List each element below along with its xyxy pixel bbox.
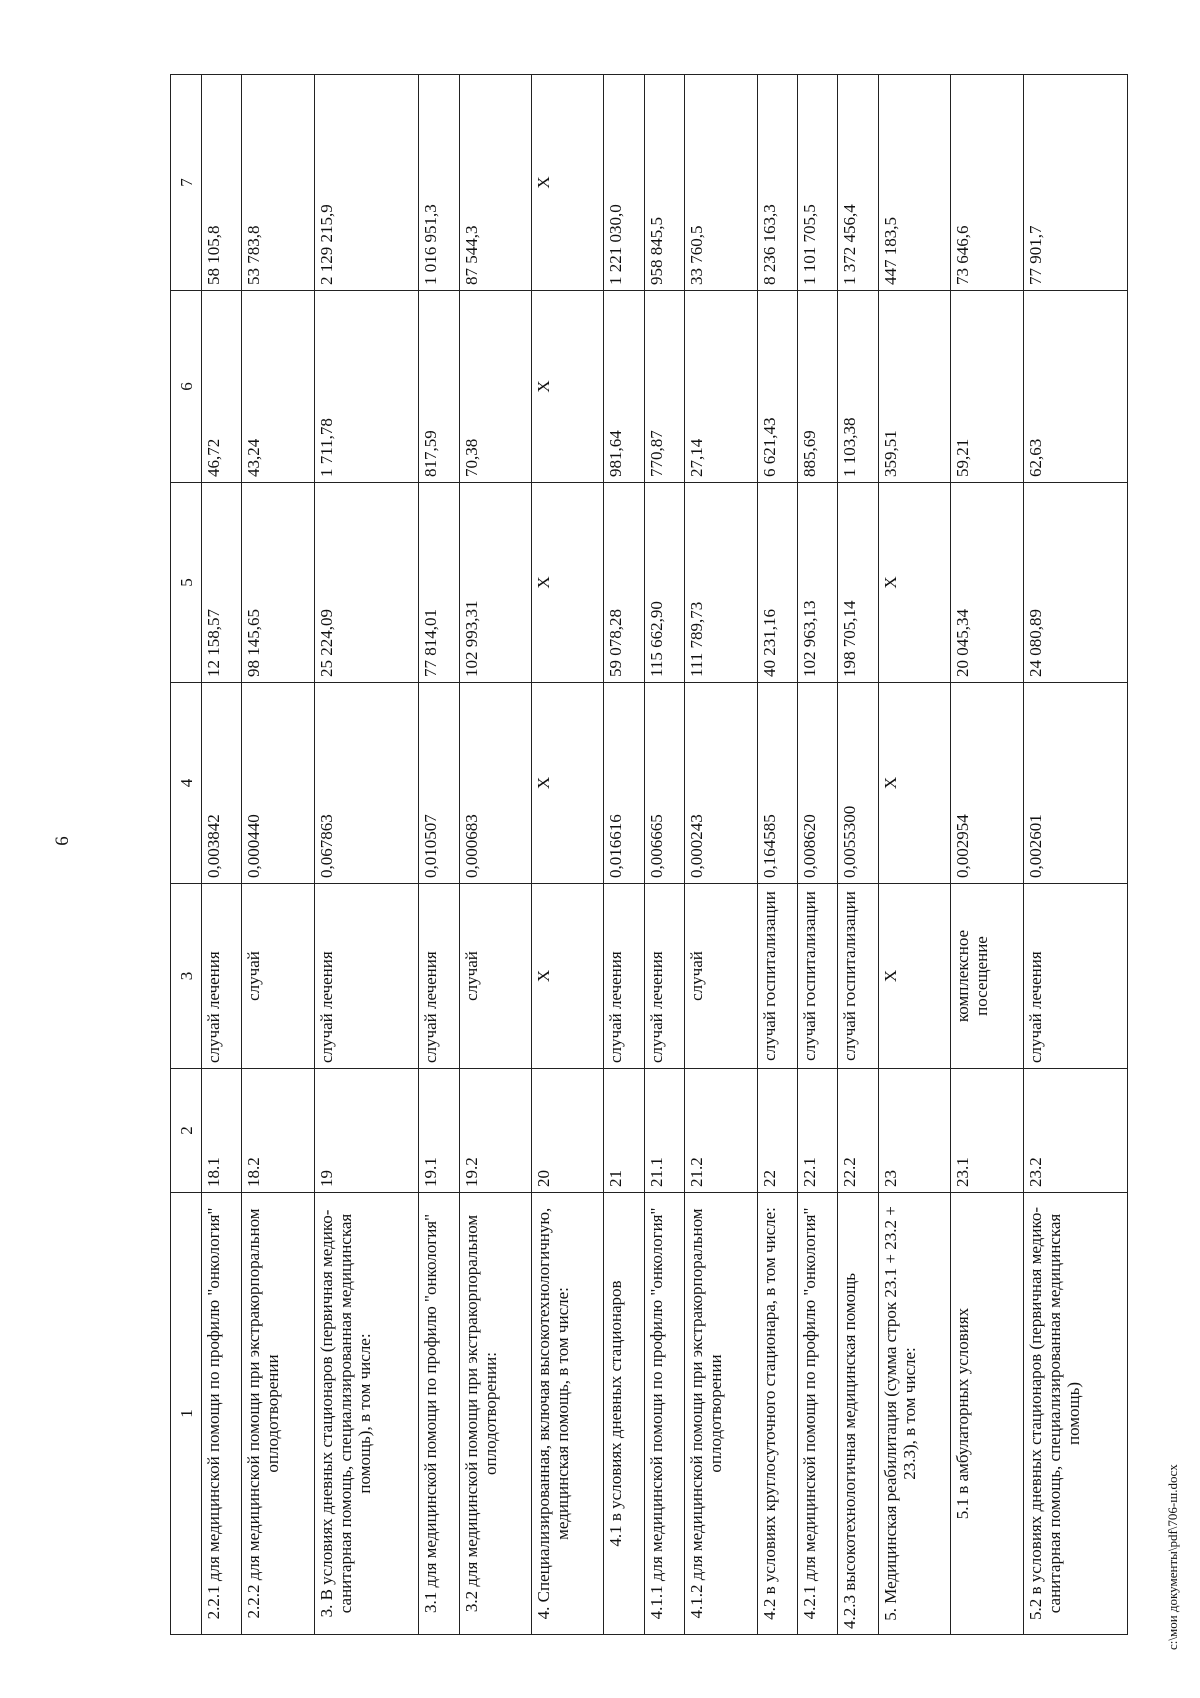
row-value-6: 6 621,43 xyxy=(757,291,797,483)
row-value-6: 1 711,78 xyxy=(314,291,418,483)
row-value-4: Х xyxy=(878,683,950,884)
row-code: 19 xyxy=(314,1069,418,1193)
row-code: 23 xyxy=(878,1069,950,1193)
row-value-5: 102 993,31 xyxy=(459,483,531,683)
row-unit: случай xyxy=(685,884,757,1069)
row-description: 3.2 для медицинской помощи при экстракорпоральном оплодотворении: xyxy=(459,1193,531,1635)
table-row xyxy=(1023,75,1127,1635)
row-value-7: 77 901,7 xyxy=(1023,75,1127,291)
row-value-7: 958 845,5 xyxy=(644,75,684,291)
row-value-5: Х xyxy=(878,483,950,683)
row-code: 21.2 xyxy=(685,1069,757,1193)
row-value-6: 359,51 xyxy=(878,291,950,483)
row-unit: случай лечения xyxy=(314,884,418,1069)
row-value-7: 33 760,5 xyxy=(685,75,757,291)
row-value-6: 59,21 xyxy=(951,291,1023,483)
row-value-5: 20 045,34 xyxy=(951,483,1023,683)
row-value-7: 87 544,3 xyxy=(459,75,531,291)
data-table xyxy=(170,74,1128,1635)
row-value-4: 0,002954 xyxy=(951,683,1023,884)
row-description: 2.2.2 для медицинской помощи при экстракорпоральном оплодотворении xyxy=(242,1193,314,1635)
row-code: 22 xyxy=(757,1069,797,1193)
row-description: 3. В условиях дневных стационаров (первичная медико-санитарная помощь, специализированная медицинская помощь), в том числе: xyxy=(314,1193,418,1635)
row-code: 19.2 xyxy=(459,1069,531,1193)
row-unit: комплексное посещение xyxy=(951,884,1023,1069)
row-value-5: 77 814,01 xyxy=(419,483,459,683)
row-value-5: 25 224,09 xyxy=(314,483,418,683)
row-description: 5. Медицинская реабилитация (сумма строк 23.1 + 23.2 + 23.3), в том числе: xyxy=(878,1193,950,1635)
column-number: 3 xyxy=(171,884,202,1069)
footer-file-path: c:\мои документы\pdf\706-ш.docx xyxy=(1165,1464,1180,1650)
row-value-6: 1 103,38 xyxy=(838,291,878,483)
row-unit: случай лечения xyxy=(202,884,242,1069)
column-number-row xyxy=(171,75,202,1635)
table-row xyxy=(202,75,242,1635)
column-number: 4 xyxy=(171,683,202,884)
table-row xyxy=(878,75,950,1635)
row-value-5: 115 662,90 xyxy=(644,483,684,683)
table-row xyxy=(604,75,644,1635)
row-unit: случай госпитализации xyxy=(838,884,878,1069)
row-code: 23.2 xyxy=(1023,1069,1127,1193)
row-code: 21 xyxy=(604,1069,644,1193)
row-description: 4.2.3 высокотехнологичная медицинская помощь xyxy=(838,1193,878,1635)
table-row xyxy=(685,75,757,1635)
row-unit: случай xyxy=(242,884,314,1069)
table-row xyxy=(242,75,314,1635)
row-code: 19.1 xyxy=(419,1069,459,1193)
row-value-6: 46,72 xyxy=(202,291,242,483)
row-code: 22.2 xyxy=(838,1069,878,1193)
row-value-5: 198 705,14 xyxy=(838,483,878,683)
row-unit: Х xyxy=(878,884,950,1069)
row-value-7: 53 783,8 xyxy=(242,75,314,291)
table-row xyxy=(644,75,684,1635)
table-row xyxy=(797,75,837,1635)
row-value-7: 1 221 030,0 xyxy=(604,75,644,291)
row-unit: случай лечения xyxy=(644,884,684,1069)
row-value-4: 0,008620 xyxy=(797,683,837,884)
column-number: 1 xyxy=(171,1193,202,1635)
row-value-7: 1 101 705,5 xyxy=(797,75,837,291)
row-value-6: 27,14 xyxy=(685,291,757,483)
column-number: 7 xyxy=(171,75,202,291)
row-value-4: 0,010507 xyxy=(419,683,459,884)
row-code: 18.1 xyxy=(202,1069,242,1193)
row-description: 4.1 в условиях дневных стационаров xyxy=(604,1193,644,1635)
row-value-5: Х xyxy=(531,483,603,683)
row-value-7: 73 646,6 xyxy=(951,75,1023,291)
row-value-4: Х xyxy=(531,683,603,884)
row-value-4: 0,000683 xyxy=(459,683,531,884)
row-description: 4. Специализированная, включая высокотехнологичную, медицинская помощь, в том числе: xyxy=(531,1193,603,1635)
row-value-5: 102 963,13 xyxy=(797,483,837,683)
row-value-4: 0,164585 xyxy=(757,683,797,884)
table-row xyxy=(419,75,459,1635)
row-value-7: 8 236 163,3 xyxy=(757,75,797,291)
row-value-6: 43,24 xyxy=(242,291,314,483)
row-value-5: 12 158,57 xyxy=(202,483,242,683)
row-code: 18.2 xyxy=(242,1069,314,1193)
row-unit: случай xyxy=(459,884,531,1069)
row-unit: случай лечения xyxy=(1023,884,1127,1069)
row-value-6: 70,38 xyxy=(459,291,531,483)
row-value-6: 885,69 xyxy=(797,291,837,483)
page-number: 6 xyxy=(51,836,73,846)
row-value-7: 2 129 215,9 xyxy=(314,75,418,291)
data-table-container xyxy=(170,75,1128,1635)
row-value-4: 0,006665 xyxy=(644,683,684,884)
row-code: 20 xyxy=(531,1069,603,1193)
row-value-4: 0,067863 xyxy=(314,683,418,884)
row-value-4: 0,016616 xyxy=(604,683,644,884)
row-value-5: 40 231,16 xyxy=(757,483,797,683)
row-value-7: 58 105,8 xyxy=(202,75,242,291)
row-description: 4.2.1 для медицинской помощи по профилю "онкология" xyxy=(797,1193,837,1635)
row-value-7: 447 183,5 xyxy=(878,75,950,291)
table-row xyxy=(531,75,603,1635)
row-unit: случай лечения xyxy=(419,884,459,1069)
row-value-6: 981,64 xyxy=(604,291,644,483)
row-value-4: 0,003842 xyxy=(202,683,242,884)
table-row xyxy=(951,75,1023,1635)
row-code: 22.1 xyxy=(797,1069,837,1193)
column-number: 2 xyxy=(171,1069,202,1193)
row-unit: случай госпитализации xyxy=(757,884,797,1069)
column-number: 5 xyxy=(171,483,202,683)
row-value-6: 817,59 xyxy=(419,291,459,483)
row-value-5: 24 080,89 xyxy=(1023,483,1127,683)
table-row xyxy=(838,75,878,1635)
row-description: 3.1 для медицинской помощи по профилю "онкология" xyxy=(419,1193,459,1635)
row-unit: Х xyxy=(531,884,603,1069)
table-row xyxy=(459,75,531,1635)
row-value-4: 0,002601 xyxy=(1023,683,1127,884)
row-code: 21.1 xyxy=(644,1069,684,1193)
row-value-4: 0,000243 xyxy=(685,683,757,884)
row-value-7: 1 016 951,3 xyxy=(419,75,459,291)
row-value-4: 0,000440 xyxy=(242,683,314,884)
row-description: 2.2.1 для медицинской помощи по профилю "онкология" xyxy=(202,1193,242,1635)
row-code: 23.1 xyxy=(951,1069,1023,1193)
table-row xyxy=(757,75,797,1635)
row-value-7: Х xyxy=(531,75,603,291)
row-value-6: Х xyxy=(531,291,603,483)
row-unit: случай лечения xyxy=(604,884,644,1069)
row-value-5: 98 145,65 xyxy=(242,483,314,683)
table-row xyxy=(314,75,418,1635)
column-number: 6 xyxy=(171,291,202,483)
row-value-5: 111 789,73 xyxy=(685,483,757,683)
row-description: 4.2 в условиях круглосуточного стационара, в том числе: xyxy=(757,1193,797,1635)
row-value-6: 770,87 xyxy=(644,291,684,483)
row-value-5: 59 078,28 xyxy=(604,483,644,683)
row-unit: случай госпитализации xyxy=(797,884,837,1069)
row-description: 5.2 в условиях дневных стационаров (первичная медико-санитарная помощь, специализированная медицинская помощь) xyxy=(1023,1193,1127,1635)
row-description: 5.1 в амбулаторных условиях xyxy=(951,1193,1023,1635)
row-description: 4.1.2 для медицинской помощи при экстракорпоральном оплодотворении xyxy=(685,1193,757,1635)
row-value-7: 1 372 456,4 xyxy=(838,75,878,291)
row-value-4: 0,0055300 xyxy=(838,683,878,884)
row-value-6: 62,63 xyxy=(1023,291,1127,483)
row-description: 4.1.1 для медицинской помощи по профилю "онкология" xyxy=(644,1193,684,1635)
